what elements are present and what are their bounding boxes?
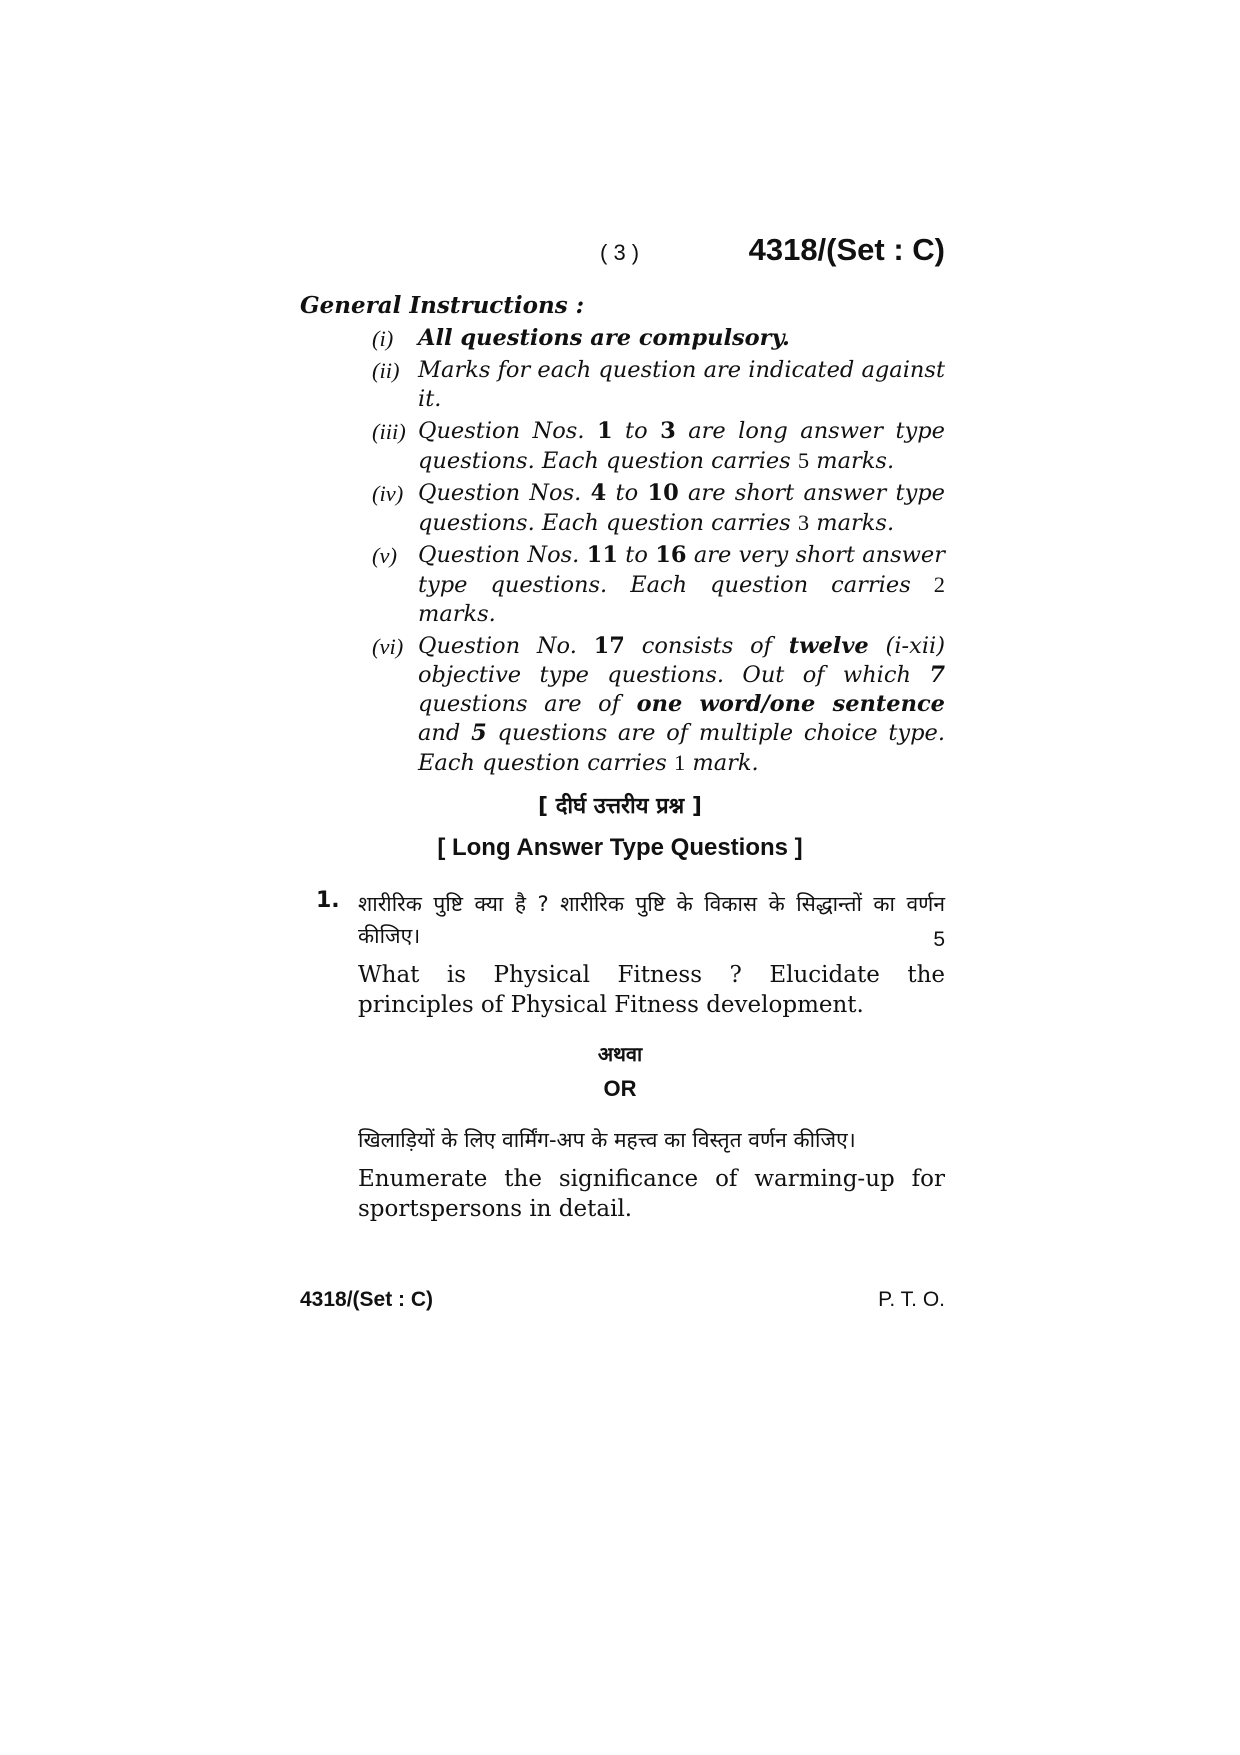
instruction-number: (ii) xyxy=(372,358,400,383)
page-header xyxy=(300,232,945,272)
or-separator-english: OR xyxy=(603,1076,637,1101)
or-separator-hindi: अथवा xyxy=(597,1042,643,1066)
question-marks: 5 xyxy=(933,928,945,951)
instruction-text: Marks for each question are indicated against it. xyxy=(418,357,945,412)
instruction-number: (iii) xyxy=(372,419,406,444)
instruction-item xyxy=(372,417,945,476)
instruction-text: Question No. 17 consists of twelve (i-xii) objective type questions. Out of which 7 questions are of one word/one sentence and 5 questions are of multiple choice type. Each question carries 1 mark. xyxy=(418,633,945,776)
page-number: ( 3 ) xyxy=(600,240,640,265)
instruction-text: Question Nos. 11 to 16 are very short answer type questions. Each question carries 2 marks. xyxy=(418,542,945,627)
section-title-english: [ Long Answer Type Questions ] xyxy=(437,834,803,861)
instruction-number: (i) xyxy=(372,326,394,351)
instruction-text: Question Nos. 4 to 10 are short answer type questions. Each question carries 3 marks. xyxy=(418,480,946,536)
instruction-text: All questions are compulsory. xyxy=(418,325,790,351)
instruction-item xyxy=(372,324,945,353)
instruction-item xyxy=(372,541,945,629)
instruction-number: (iv) xyxy=(372,481,404,506)
alternative-text-hindi: खिलाड़ियों के लिए वार्मिंग-अप के महत्त्व का विस्तृत वर्णन कीजिए। xyxy=(358,1128,856,1152)
instruction-item xyxy=(372,632,945,778)
general-instructions-heading: General Instructions : xyxy=(300,292,585,319)
question-number: 1. xyxy=(316,888,340,913)
question-1-alternative xyxy=(358,1124,945,1224)
instruction-text: Question Nos. 1 to 3 are long answer type questions. Each question carries 5 marks. xyxy=(418,418,945,474)
paper-code: 4318/(Set : C) xyxy=(748,232,945,267)
question-text-english: What is Physical Fitness ? Elucidate the principles of Physical Fitness development. xyxy=(358,962,945,1018)
instruction-number: (vi) xyxy=(372,634,404,659)
footer-pto: P. T. O. xyxy=(878,1288,945,1311)
alternative-text-english: Enumerate the significance of warming-up for sportspersons in detail. xyxy=(358,1166,945,1222)
instruction-number: (v) xyxy=(372,543,397,568)
footer-paper-code: 4318/(Set : C) xyxy=(300,1288,434,1311)
question-1 xyxy=(316,888,945,1020)
question-text-hindi: शारीरिक पुष्टि क्या है ? शारीरिक पुष्टि के विकास के सिद्धान्तों का वर्णन कीजिए। 5 xyxy=(358,888,945,952)
section-title-hindi: [ दीर्घ उत्तरीय प्रश्न ] xyxy=(538,794,702,819)
instructions-list xyxy=(372,324,945,781)
instruction-item xyxy=(372,356,945,414)
instruction-item xyxy=(372,479,945,538)
